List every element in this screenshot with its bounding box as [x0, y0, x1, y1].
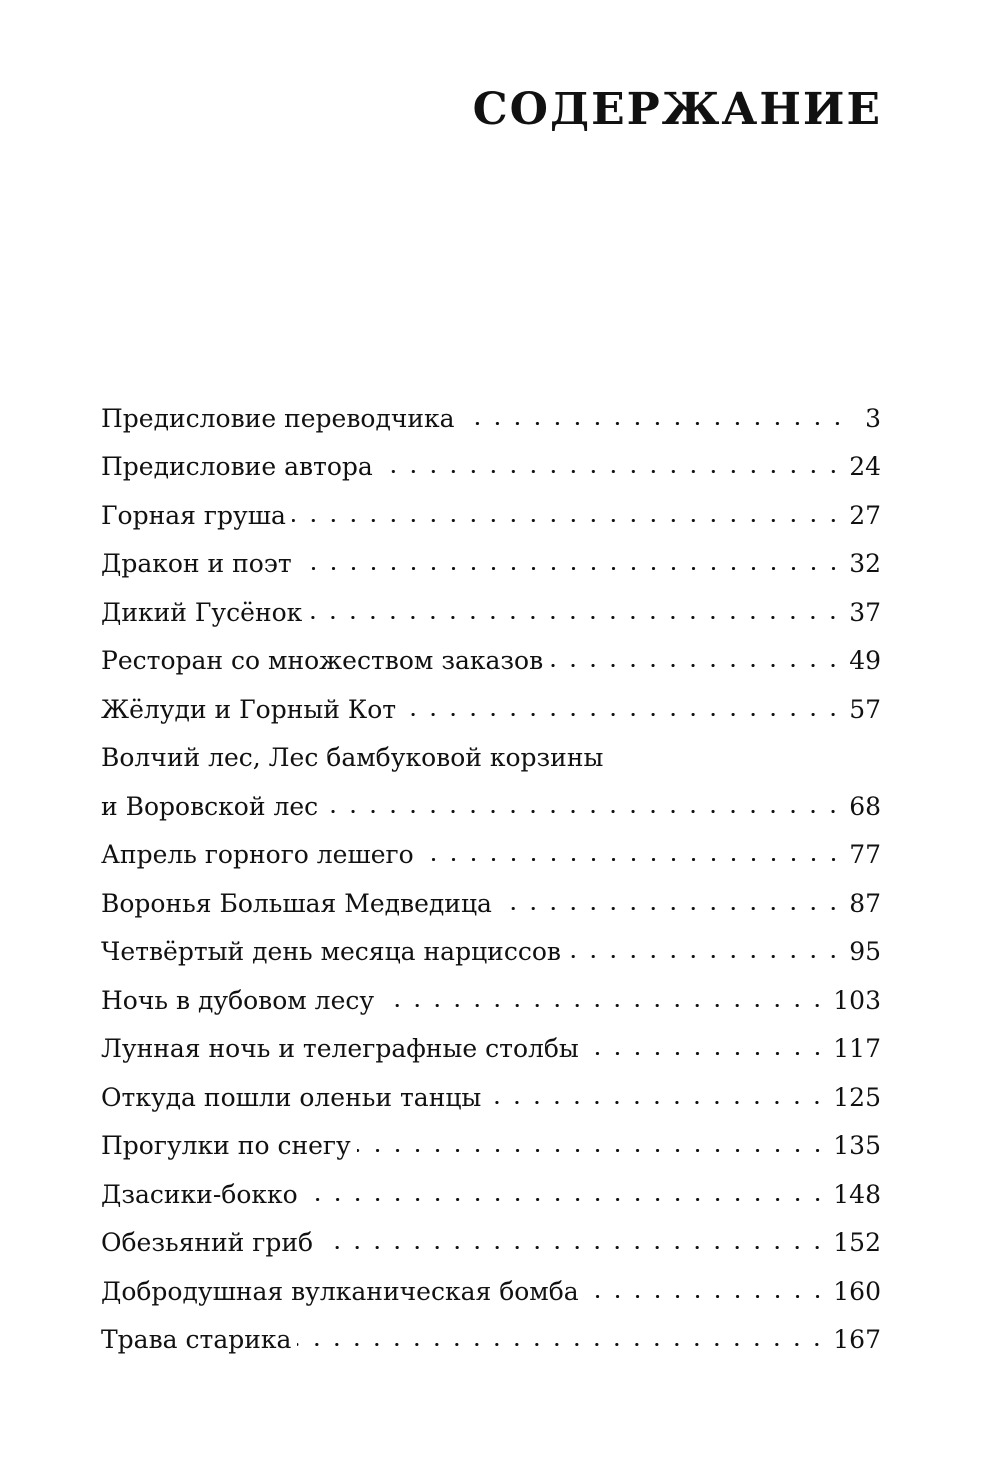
toc-entry-page: 125: [833, 1082, 881, 1112]
toc-entry[interactable]: [101, 825, 881, 874]
toc-entry-page: 160: [833, 1276, 881, 1306]
dot-leader: [549, 664, 843, 667]
toc-entry-title: Лунная ночь и телеграфные столбы: [101, 1034, 579, 1063]
toc-entry[interactable]: [101, 1213, 881, 1262]
toc-entry-page: 117: [833, 1034, 881, 1063]
toc-entry-page: 167: [833, 1325, 881, 1354]
toc-entry[interactable]: [101, 970, 881, 1019]
toc-entry-title: Дикий Гусёнок: [101, 597, 303, 627]
toc-entry-title-line-1: Волчий лес, Лес бамбуковой корзины: [101, 743, 604, 772]
toc-entry[interactable]: [101, 1019, 881, 1068]
toc-entry-page: 27: [849, 500, 881, 530]
toc-entry-page: 24: [849, 452, 881, 481]
dot-leader: [380, 1004, 827, 1007]
toc-entry-title: Добродушная вулканическая бомба: [101, 1276, 579, 1306]
toc-entry-title: Откуда пошли оленьи танцы: [101, 1082, 482, 1112]
dot-leader: [319, 1246, 827, 1249]
toc-entry-page: 68: [849, 791, 881, 821]
toc-entry[interactable]: [101, 437, 881, 486]
toc-entry-page: 103: [833, 985, 881, 1015]
toc-entry-page: 3: [865, 403, 881, 433]
dot-leader: [357, 1149, 828, 1152]
toc-entry[interactable]: [101, 485, 881, 534]
toc-entry[interactable]: [101, 1067, 881, 1116]
toc-entry-title: Апрель горного лешего: [101, 840, 414, 869]
toc-entry-title: Дракон и поэт: [101, 549, 292, 578]
dot-leader: [420, 858, 844, 861]
dot-leader: [324, 810, 843, 813]
toc-entry-title: Предисловие автора: [101, 452, 373, 481]
dot-leader: [487, 1101, 827, 1104]
dot-leader: [498, 907, 843, 910]
toc-entry[interactable]: [101, 388, 881, 437]
toc-entry-title: Прогулки по снегу: [101, 1131, 351, 1160]
toc-entry[interactable]: [101, 1164, 881, 1213]
toc-entry[interactable]: [101, 631, 881, 680]
dot-leader: [298, 567, 844, 570]
toc-entry-title: Четвёртый день месяца нарциссов: [101, 937, 561, 966]
toc-entry-title: Горная груша: [101, 500, 286, 530]
dot-leader: [567, 955, 843, 958]
toc-entry-page: 32: [849, 549, 881, 578]
toc-entry[interactable]: [101, 1261, 881, 1310]
toc-entry-title: Обезьяний гриб: [101, 1228, 314, 1257]
toc-entry-page: 87: [849, 888, 881, 918]
toc-entry[interactable]: [101, 922, 881, 971]
toc-entry[interactable]: [101, 582, 881, 631]
toc-entry-page: 77: [849, 840, 881, 869]
dot-leader: [461, 422, 847, 425]
toc-entry[interactable]: [101, 679, 881, 728]
dot-leader: [308, 616, 843, 619]
page-title: СОДЕРЖАНИЕ: [472, 84, 882, 135]
dot-leader: [304, 1198, 828, 1201]
toc-entry-page: 49: [849, 646, 881, 675]
dot-leader: [585, 1052, 827, 1055]
toc-entry-title: Предисловие переводчика: [101, 403, 455, 433]
toc-entry[interactable]: [101, 728, 881, 825]
toc-entry-title: Воронья Большая Медведица: [101, 888, 492, 918]
toc-entry-page: 135: [833, 1131, 881, 1160]
toc-entry-page: 37: [849, 597, 881, 627]
toc-entry-title: Ресторан со множеством заказов: [101, 646, 544, 675]
dot-leader: [402, 713, 843, 716]
toc-entry[interactable]: [101, 873, 881, 922]
table-of-contents: [101, 388, 881, 1358]
dot-leader: [379, 470, 843, 473]
toc-entry-title: Жёлуди и Горный Кот: [101, 694, 397, 724]
toc-entry-page: 95: [849, 937, 881, 966]
toc-entry-title: Дзасики-бокко: [101, 1179, 298, 1209]
toc-entry[interactable]: [101, 1116, 881, 1165]
dot-leader: [585, 1295, 828, 1298]
toc-entry[interactable]: [101, 1310, 881, 1359]
toc-entry-title: Ночь в дубовом лесу: [101, 985, 375, 1015]
toc-entry-title-line-2: и Воровской лес: [101, 791, 319, 821]
toc-entry-page: 148: [833, 1179, 881, 1209]
dot-leader: [297, 1343, 827, 1346]
toc-entry-title: Трава старика: [101, 1325, 292, 1354]
toc-entry-page: 57: [849, 694, 881, 724]
toc-entry[interactable]: [101, 534, 881, 583]
dot-leader: [292, 519, 843, 522]
toc-entry-page: 152: [833, 1228, 881, 1257]
